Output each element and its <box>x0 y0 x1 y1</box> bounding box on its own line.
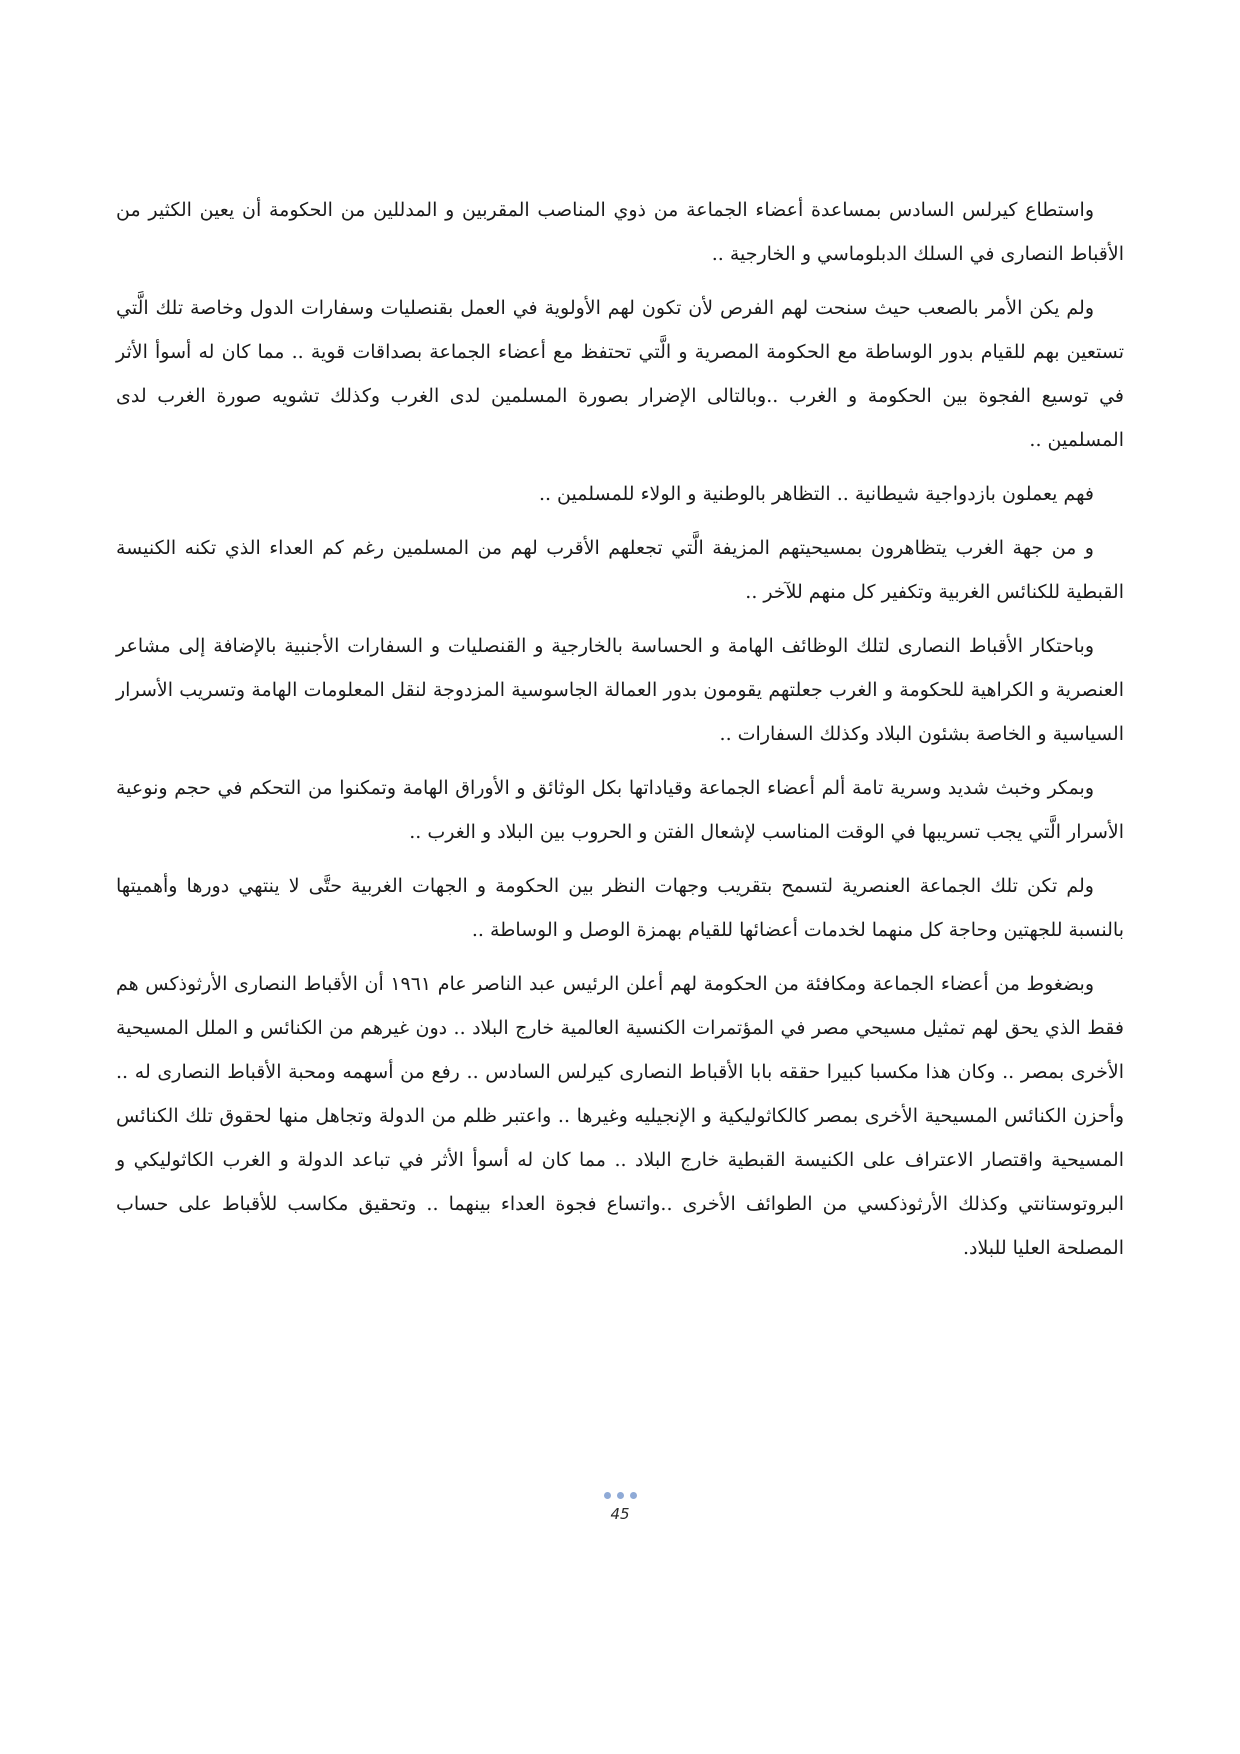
paragraph: فهم يعملون بازدواجية شيطانية .. التظاهر بالوطنية و الولاء للمسلمين .. <box>538 483 1094 505</box>
page-ornament-dots <box>604 1492 637 1499</box>
ornament-dot <box>617 1492 624 1499</box>
ornament-dot <box>630 1492 637 1499</box>
paragraph: واستطاع كيرلس السادس بمساعدة أعضاء الجماعة من ذوي المناصب المقربين و المدللين من الحكومة أن يعين الكثير من الأقباط النصارى في السلك الدبلوماسي و الخارجية .. <box>116 199 1124 265</box>
paragraph: وباحتكار الأقباط النصارى لتلك الوظائف الهامة و الحساسة بالخارجية و القنصليات و السفارات الأجنبية بالإضافة إلى مشاعر العنصرية و الكراهية للحكومة و الغرب جعلتهم يقومون بدور العمالة الجاسوسية المزدوجة لنقل المعلومات الهامة وتسريب الأسرار السياسية و الخاصة بشئون البلاد وكذلك السفارات .. <box>116 635 1124 745</box>
page-number: 45 <box>610 1505 630 1523</box>
paragraph: و من جهة الغرب يتظاهرون بمسيحيتهم المزيفة الَّتي تجعلهم الأقرب لهم من المسلمين رغم كم العداء الذي تكنه الكنيسة القبطية للكنائس الغربية وتكفير كل منهم للآخر .. <box>116 537 1124 603</box>
paragraph: وبمكر وخبث شديد وسرية تامة ألم أعضاء الجماعة وقياداتها بكل الوثائق و الأوراق الهامة وتمكنوا من التحكم في حجم ونوعية الأسرار الَّتي يجب تسريبها في الوقت المناسب لإشعال الفتن و الحروب بين البلاد و الغرب .. <box>116 777 1124 843</box>
paragraph: وبضغوط من أعضاء الجماعة ومكافئة من الحكومة لهم أعلن الرئيس عبد الناصر عام ١٩٦١ أن الأقباط النصارى الأرثوذكس هم فقط الذي يحق لهم تمثيل مسيحي مصر في المؤتمرات الكنسية العالمية خارج البلاد .. دون غيرهم من الكنائس و الملل المسيحية الأخرى بمصر .. وكان هذا مكسبا كبيرا حققه بابا الأقباط النصارى كيرلس السادس .. رفع من أسهمه ومحبة الأقباط النصارى له .. وأحزن الكنائس المسيحية الأخرى بمصر كالكاثوليكية و الإنجيليه وغيرها .. واعتبر ظلم من الدولة وتجاهل منها لحقوق تلك الكنائس المسيحية واقتصار الاعتراف على الكنيسة القبطية خارج البلاد .. مما كان له أسوأ الأثر في تباعد الدولة و الغرب الكاثوليكي و البروتوستانتي وكذلك الأرثوذكسي من الطوائف الأخرى ..واتساع فجوة العداء بينهما .. وتحقيق مكاسب للأقباط على حساب المصلحة العليا للبلاد. <box>116 973 1124 1259</box>
page-footer <box>0 1484 1240 1523</box>
ornament-dot <box>604 1492 611 1499</box>
paragraph: ولم يكن الأمر بالصعب حيث سنحت لهم الفرص لأن تكون لهم الأولوية في العمل بقنصليات وسفارات الدول وخاصة تلك الَّتي تستعين بهم للقيام بدور الوساطة مع الحكومة المصرية و الَّتي تحتفظ مع أعضاء الجماعة بصداقات قوية .. مما كان له أسوأ الأثر في توسيع الفجوة بين الحكومة و الغرب ..وبالتالى الإضرار بصورة المسلمين لدى الغرب وكذلك تشويه صورة الغرب لدى المسلمين .. <box>116 297 1124 451</box>
paragraph: ولم تكن تلك الجماعة العنصرية لتسمح بتقريب وجهات النظر بين الحكومة و الجهات الغربية حتَّى لا ينتهي دورها وأهميتها بالنسبة للجهتين وحاجة كل منهما لخدمات أعضائها للقيام بهمزة الوصل و الوساطة .. <box>116 875 1124 941</box>
page-body <box>116 188 1124 1280</box>
